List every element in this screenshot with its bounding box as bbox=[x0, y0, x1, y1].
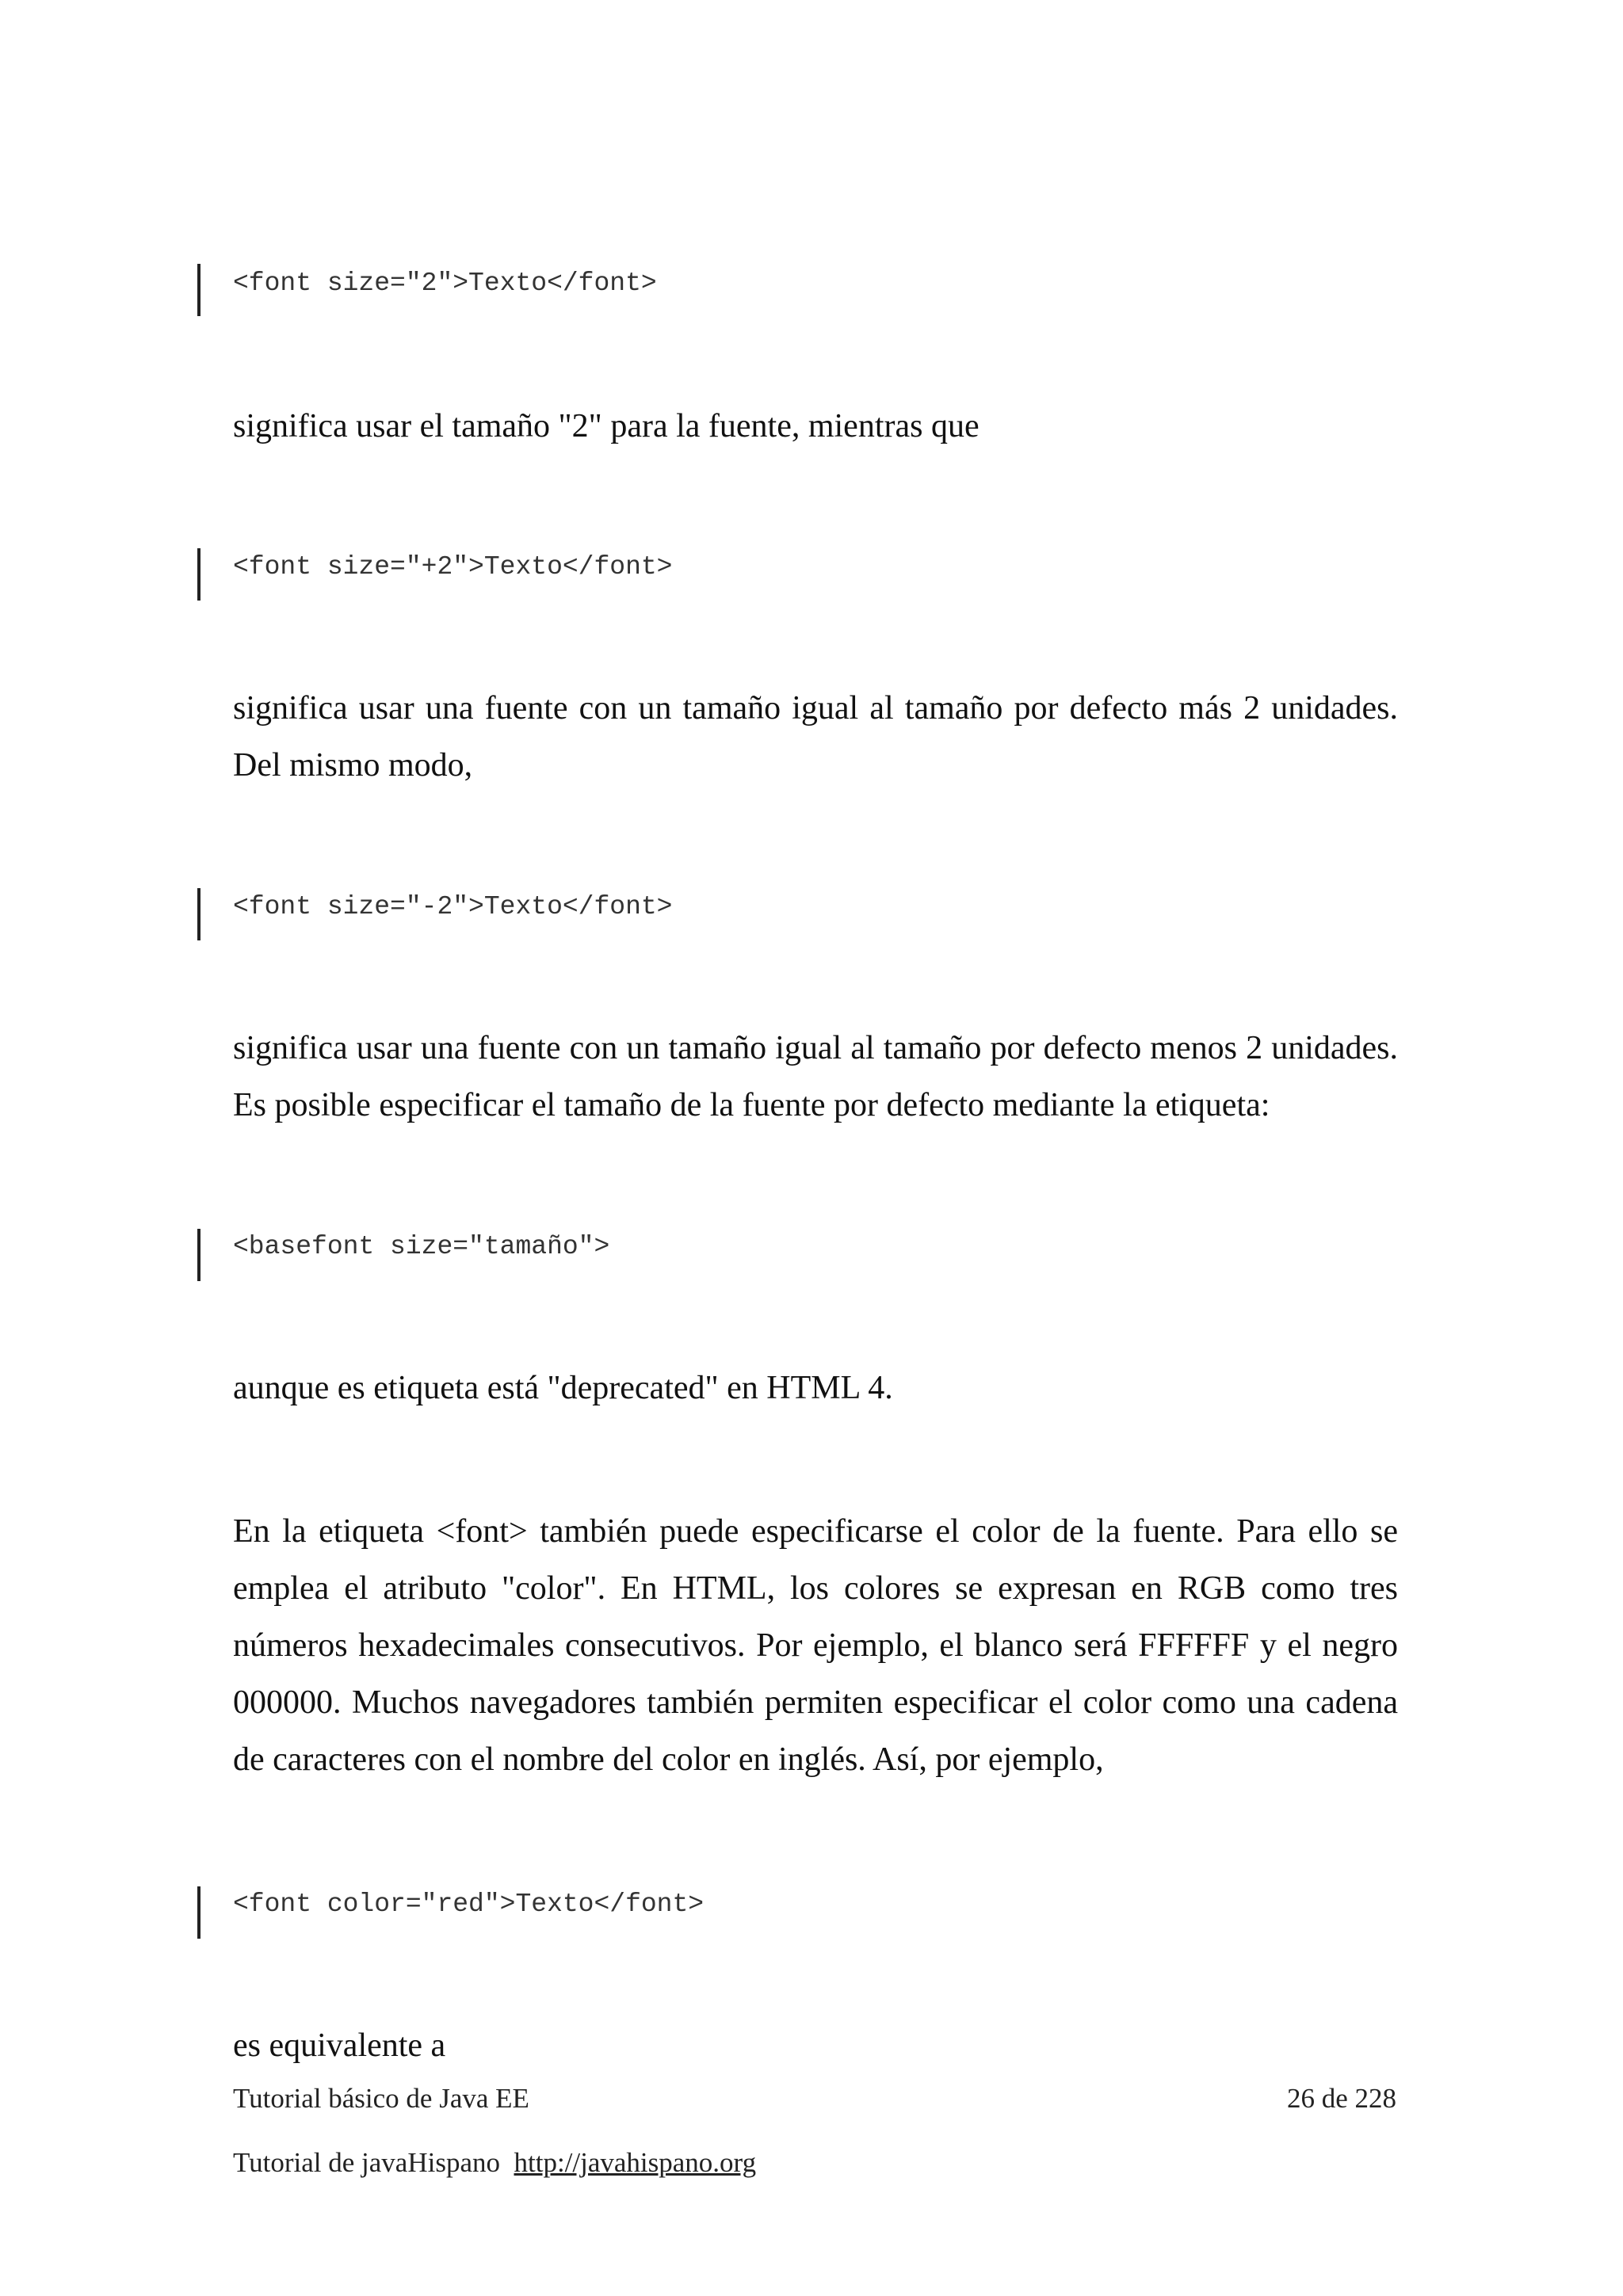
paragraph-line: En la etiqueta <font> también puede especificarse el color de la fuente. Para ello se bbox=[233, 1513, 1398, 1550]
code-snippet: <basefont size="tamaño"> bbox=[233, 1232, 610, 1261]
paragraph bbox=[233, 2017, 1398, 2074]
code-snippet: <font size="+2">Texto</font> bbox=[233, 552, 673, 582]
paragraph-line: es equivalente a bbox=[233, 2027, 446, 2064]
change-bar bbox=[197, 264, 200, 316]
paragraph bbox=[233, 1503, 1398, 1788]
page-number: 26 de 228 bbox=[1287, 2083, 1397, 2114]
paragraph-line: significa usar una fuente con un tamaño igual al tamaño por defecto más 2 unidades. bbox=[233, 690, 1398, 727]
paragraph-line: Del mismo modo, bbox=[233, 747, 473, 784]
paragraph-line: Es posible especificar el tamaño de la fuente por defecto mediante la etiqueta: bbox=[233, 1087, 1270, 1123]
paragraph bbox=[233, 1360, 1398, 1417]
code-snippet: <font size="2">Texto</font> bbox=[233, 269, 657, 298]
paragraph-line: significa usar una fuente con un tamaño igual al tamaño por defecto menos 2 unidades. bbox=[233, 1030, 1398, 1066]
change-bar bbox=[197, 1886, 200, 1939]
paragraph bbox=[233, 680, 1398, 794]
change-bar bbox=[197, 888, 200, 940]
footer-title: Tutorial básico de Java EE bbox=[233, 2083, 529, 2114]
paragraph-line: de caracteres con el nombre del color en inglés. Así, por ejemplo, bbox=[233, 1741, 1104, 1778]
paragraph bbox=[233, 398, 1398, 455]
paragraph-line: 000000. Muchos navegadores también permiten especificar el color como una cadena bbox=[233, 1684, 1398, 1721]
footer-source bbox=[233, 2146, 756, 2180]
footer-source-link[interactable]: http://javahispano.org bbox=[514, 2147, 757, 2178]
footer-source-prefix: Tutorial de javaHispano bbox=[233, 2147, 500, 2178]
code-snippet: <font size="-2">Texto</font> bbox=[233, 892, 673, 921]
paragraph-line: emplea el atributo "color". En HTML, los colores se expresan en RGB como tres bbox=[233, 1570, 1398, 1607]
code-snippet: <font color="red">Texto</font> bbox=[233, 1890, 705, 1919]
change-bar bbox=[197, 548, 200, 601]
paragraph-line: aunque es etiqueta está "deprecated" en HTML 4. bbox=[233, 1370, 893, 1406]
paragraph-line: significa usar el tamaño "2" para la fuente, mientras que bbox=[233, 408, 980, 444]
paragraph bbox=[233, 1020, 1398, 1134]
paragraph-line: números hexadecimales consecutivos. Por ejemplo, el blanco será FFFFFF y el negro bbox=[233, 1627, 1398, 1664]
change-bar bbox=[197, 1229, 200, 1281]
